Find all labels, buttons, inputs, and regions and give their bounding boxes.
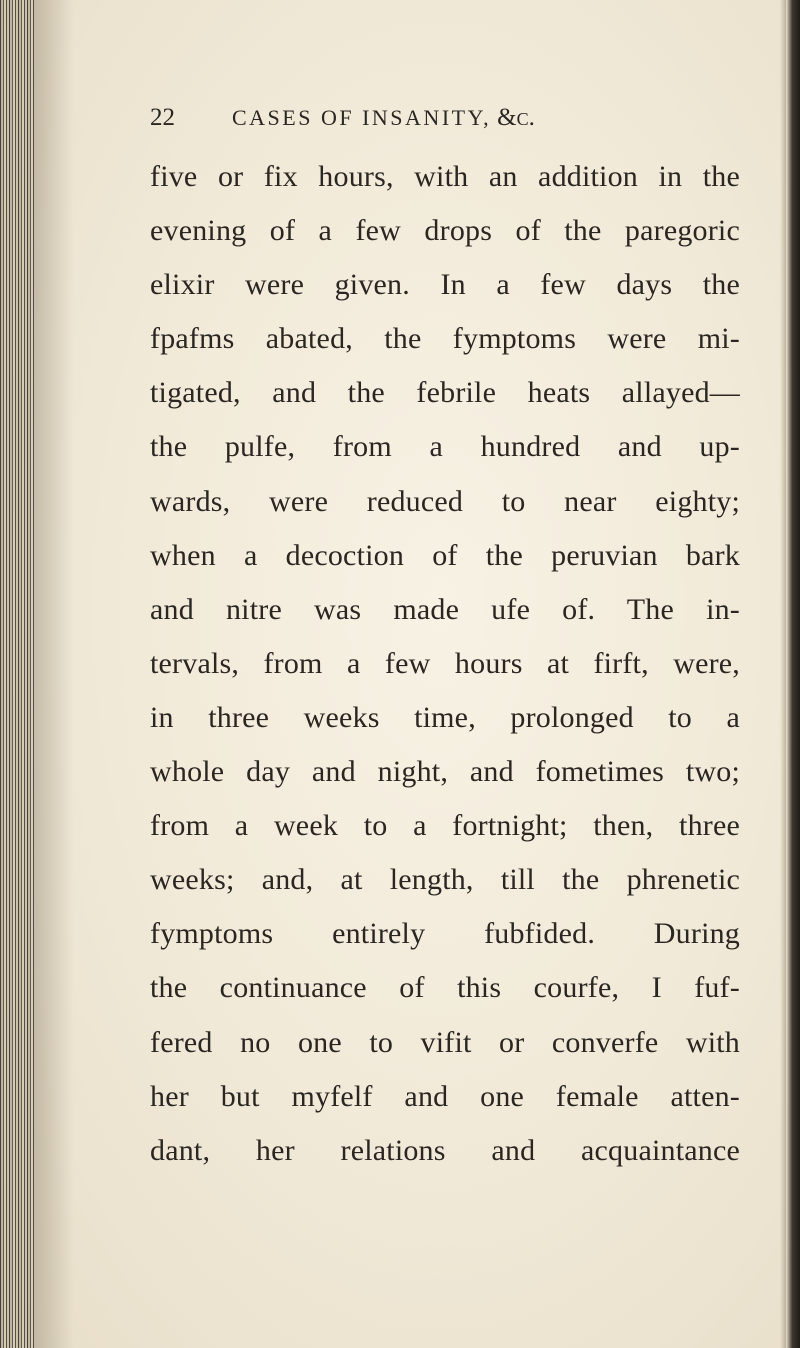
text-line: dant, her relations and acquaintance [150,1133,740,1167]
text-line: wards, were reduced to near eighty; [150,484,740,518]
text-line: from a week to a fortnight; then, three [150,809,740,843]
text-line: tigated, and the febrile heats allayed— [150,376,740,410]
text-line: whole day and night, and fometimes two; [150,755,740,789]
running-head [232,104,535,132]
page-right-edge [786,0,800,1348]
text-line: and nitre was made ufe of. The in- [150,592,740,626]
text-line: the continuance of this courfe, I fuf- [150,971,740,1005]
text-line: weeks; and, at length, till the phrenetic [150,863,740,897]
text-line: evening of a few drops of the paregoric [150,214,740,248]
text-line: fered no one to vifit or converfe with [150,1025,740,1059]
text-line: fymptoms entirely fubfided. During [150,917,740,951]
text-line: the pulfe, from a hundred and up- [150,430,740,464]
text-line: when a decoction of the peruvian bark [150,538,740,572]
text-line: five or fix hours, with an addition in the [150,160,740,193]
text-line: her but myfelf and one female atten- [150,1079,740,1113]
running-head-etc: &c. [497,104,535,131]
book-binding-gutter [0,0,34,1348]
gutter-shadow [34,0,74,1348]
page-header [150,104,750,144]
text-line: elixir were given. In a few days the [150,268,740,302]
text-line: in three weeks time, prolonged to a [150,700,740,734]
body-text [150,150,740,1178]
page-number: 22 [150,104,175,131]
text-line: fpafms abated, the fymptoms were mi- [150,322,740,356]
text-line: tervals, from a few hours at firft, were, [150,646,740,680]
running-head-title: CASES OF INSANITY, [232,105,492,130]
